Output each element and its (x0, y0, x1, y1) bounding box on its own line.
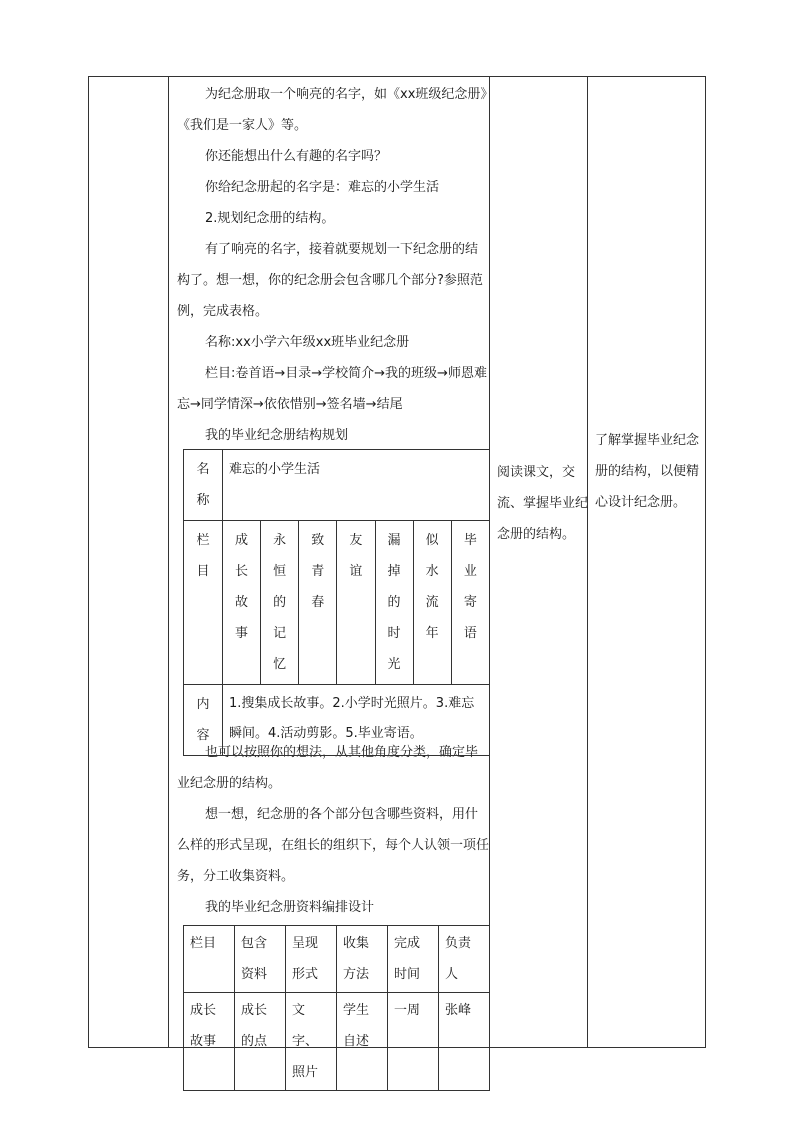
column-cell: 成长故事 (235, 533, 249, 641)
column-cell: 友谊 (349, 533, 363, 579)
table-caption: 我的毕业纪念册资料编排设计 (205, 900, 375, 915)
design-intent: 了解掌握毕业纪念册的结构，以便精心设计纪念册。 (595, 433, 700, 510)
table-caption: 我的毕业纪念册结构规划 (205, 428, 349, 443)
content-label: 内容 (196, 697, 210, 743)
paragraph: 为纪念册取一个响亮的名字，如《xx班级纪念册》《我们是一家人》等。 (177, 87, 487, 133)
column-cell: 永恒的记忆 (273, 533, 287, 672)
row-cell: 张峰 (439, 993, 490, 1091)
row-cell: 成长故事 (184, 993, 235, 1091)
name-label: 名称 (196, 462, 210, 508)
paragraph: 想一想，纪念册的各个部分包含哪些资料，用什么样的形式呈现，在组长的组织下，每个人认领一项任务，分工收集资料。 (177, 807, 490, 884)
header-cell: 栏目 (184, 926, 235, 993)
row-cell: 成长的点 (235, 993, 286, 1091)
row-cell: 一周 (388, 993, 439, 1091)
content-value: 1.搜集成长故事。2.小学时光照片。3.难忘瞬间。4.活动剪影。5.毕业寄语。 (223, 685, 490, 756)
paragraph: 名称:xx小学六年级xx班毕业纪念册 (205, 335, 410, 350)
header-cell: 完成时间 (388, 926, 439, 993)
paragraph: 你还能想出什么有趣的名字吗？ (205, 149, 388, 164)
column-cell: 似水流年 (425, 533, 439, 641)
column-divider (587, 77, 588, 1047)
column-cell: 毕业寄语 (463, 533, 477, 641)
name-value: 难忘的小学生活 (223, 450, 490, 521)
header-cell: 呈现形式 (286, 926, 337, 993)
material-design-table (183, 925, 490, 1091)
paragraph: 有了响亮的名字，接着就要规划一下纪念册的结构了。想一想，你的纪念册会包含哪几个部分?参照范例，完成表格。 (177, 242, 483, 319)
paragraph: 也可以按照你的想法，从其他角度分类，确定毕业纪念册的结构。 (177, 745, 479, 791)
row-cell: 学生自述 (337, 993, 388, 1091)
paragraph: 2.规划纪念册的结构。 (205, 211, 335, 226)
column-label: 栏目 (196, 533, 210, 579)
column-cell: 致青春 (311, 533, 325, 610)
column-cell: 漏掉的时光 (387, 533, 401, 672)
lesson-table (88, 76, 706, 1080)
header-cell: 收集方法 (337, 926, 388, 993)
paragraph: 栏目:卷首语→目录→学校简介→我的班级→师恩难忘→同学情深→依依惜别→签名墙→结尾 (177, 366, 487, 412)
header-cell: 包含资料 (235, 926, 286, 993)
header-cell: 负责人 (439, 926, 490, 993)
structure-plan-table (183, 449, 490, 756)
student-activity: 阅读课文，交流、掌握毕业纪念册的结构。 (497, 465, 589, 542)
paragraph: 你给纪念册起的名字是：难忘的小学生活 (205, 180, 440, 195)
row-cell: 文字、照片 (286, 993, 337, 1091)
